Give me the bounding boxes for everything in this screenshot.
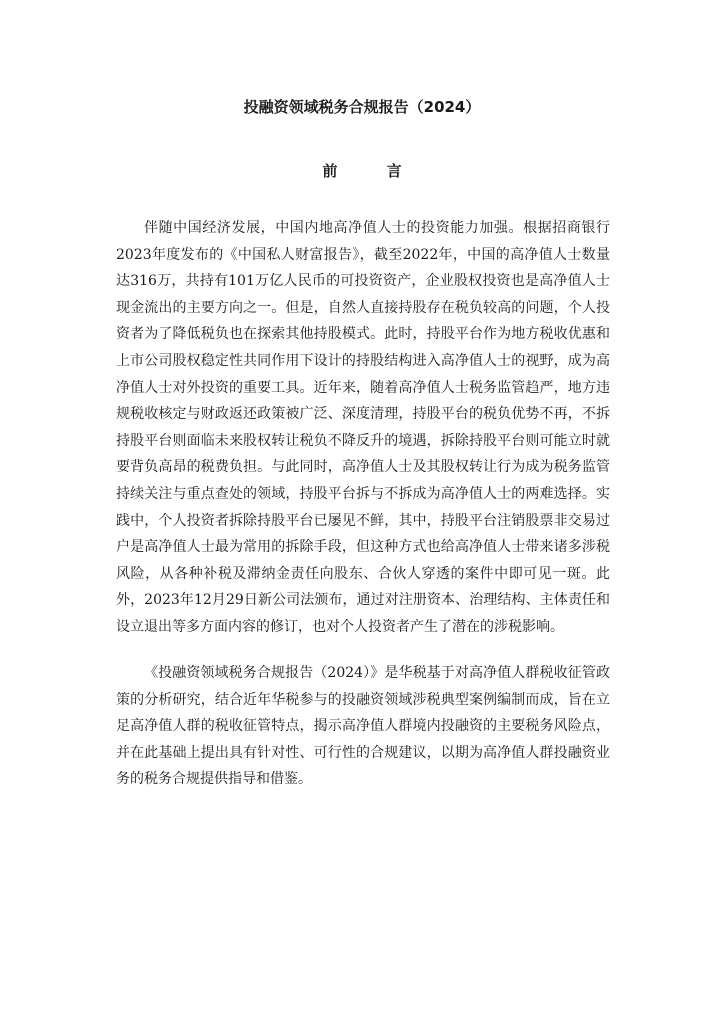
body-paragraph: 《投融资领域税务合规报告（2024）》是华税基于对高净值人群税收征管政策的分析研究，结合近年华税参与的投融资领域涉税典型案例编制而成，旨在立足高净值人群的税收征管特点，揭示高净值人群境内投融资的主要税务风险点，并在此基础上提出具有针对性、可行性的合规建议，以期为高净值人群投融资业务的税务合规提供指导和借鉴。	[116, 665, 610, 788]
section-heading-preface: 前 言	[322, 162, 424, 180]
document-title: 投融资领域税务合规报告（2024）	[243, 98, 481, 116]
body-paragraph: 伴随中国经济发展，中国内地高净值人士的投资能力加强。根据招商银行2023年度发布的《中国私人财富报告》，截至2022年，中国的高净值人士数量达316万，共持有101万亿人民币的可投资资产，企业股权投资也是高净值人士现金流出的主要方向之一。但是，自然人直接持股存在税负较高的问题，个人投资者为了降低税负也在探索其他持股模式。此时，持股平台作为地方税收优惠和上市公司股权稳定性共同作用下设计的持股结构进入高净值人士的视野，成为高净值人士对外投资的重要工具。近年来，随着高净值人士税务监管趋严，地方违规税收核定与财政返还政策被广泛、深度清理，持股平台的税负优势不再，不拆持股平台则面临未来股权转让税负不降反升的境遇，拆除持股平台则可能立时就要背负高昂的税费负担。与此同时，高净值人士及其股权转让行为成为税务监管持续关注与重点查处的领域，持股平台拆与不拆成为高净值人士的两难选择。实践中，个人投资者拆除持股平台已屡见不鲜，其中，持股平台注销股票非交易过户是高净值人士最为常用的拆除手段，但这种方式也给高净值人士带来诸多涉税风险，从各种补税及滞纳金责任向股东、合伙人穿透的案件中即可见一斑。此外，2023年12月29日新公司法颁布，通过对注册资本、治理结构、主体责任和设立退出等多方面内容的修订，也对个人投资者产生了潜在的涉税影响。	[116, 220, 610, 635]
